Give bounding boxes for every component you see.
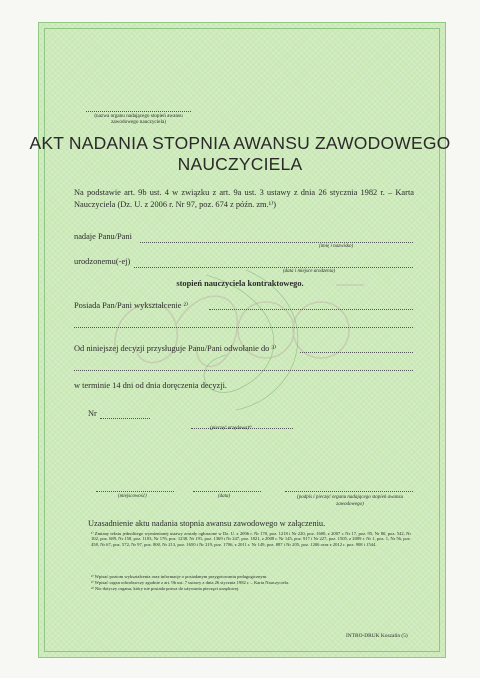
number-label: Nr <box>88 409 97 418</box>
footnote-1: ¹⁾ Zmiany tekstu jednolitego wymienionej ustawy zostały ogłoszone w Dz. U. z 2006 r. Nr 170, poz. 1218 i Nr 220, poz. 1600, z 2007 r. Nr 17, poz. 95, Nr 80, poz. 542, Nr 102, poz. 689, Nr 158, poz. 1103, Nr 176, poz. 1238, Nr 191, poz. 1369 i Nr 247, poz. 1821, z 2008 r. Nr 145, poz. 917 i Nr 227, poz. 1505, z 2009 r. Nr 1, poz. 1, Nr 56, poz. 458, Nr 67, poz. 572, Nr 97, poz. 800, Nr 213, poz. 1650 i Nr 219, poz. 1706, z 2011 r. Nr 149, poz. 887 i Nr 205, poz. 1206 oraz z 2012 r. poz. 908 i 1544. <box>91 531 411 547</box>
signer-caption: (podpis i pieczęć organu nadającego stopień awansu zawodowego) <box>297 495 403 507</box>
seal-caption: (pieczęć urzędowa)⁴⁾ <box>210 426 252 431</box>
date-field[interactable] <box>193 491 261 492</box>
footnote-2: ²⁾ Wpisać poziom wykształcenia oraz informacje o posiadanym przygotowaniu pedagogicznym. <box>91 574 268 579</box>
justification-text: Uzasadnienie aktu nadania stopnia awansu zawodowego w załączeniu. <box>88 519 326 528</box>
appeal-field-1[interactable] <box>300 352 413 353</box>
appeal-field-2[interactable] <box>74 370 413 371</box>
education-field-1[interactable] <box>209 309 413 310</box>
deadline-text: w terminie 14 dni od dnia doręczenia decyzji. <box>74 381 228 390</box>
legal-basis-paragraph: Na podstawie art. 9b ust. 4 w związku z art. 9a ust. 3 ustawy z dnia 26 stycznia 1982 r. – Karta Nauczyciela (Dz. U. z 2006 r. Nr 97, poz. 674 z późn. zm.¹⁾) <box>74 188 414 209</box>
appeal-label: Od niniejszej decyzji przysługuje Panu/Pani odwołanie do ³⁾ <box>74 344 277 353</box>
education-field-2[interactable] <box>74 327 413 328</box>
birth-label: urodzonemu(-ej) <box>74 257 131 266</box>
birth-caption: (data i miejsce urodzenia) <box>283 269 336 274</box>
place-field[interactable] <box>96 491 174 492</box>
degree-text: stopień nauczyciela kontraktowego. <box>176 279 304 288</box>
grant-label: nadaje Panu/Pani <box>74 232 132 241</box>
organ-name-line[interactable] <box>86 111 191 112</box>
organ-name-caption: (nazwa organu nadającego stopień awansu zawodowego nauczyciela) <box>94 113 183 125</box>
education-label: Posiada Pan/Pani wykształcenie ²⁾ <box>74 301 189 310</box>
birth-date-place-field[interactable] <box>134 267 413 268</box>
date-caption: (data) <box>218 494 231 499</box>
place-caption: (miejscowość) <box>118 494 147 499</box>
recipient-name-field[interactable] <box>140 242 413 243</box>
name-caption: (imię i nazwisko) <box>319 244 354 249</box>
footnote-4: ⁴⁾ Nie dotyczy organu, który nie posiada prawa do używania pieczęci urzędowej. <box>91 586 240 591</box>
document-title: AKT NADANIA STOPNIA AWANSU ZAWODOWEGO NAUCZYCIELA <box>29 133 451 174</box>
footnote-3: ³⁾ Wpisać organ odwoławczy zgodnie z art. 9b ust. 7 ustawy z dnia 26 stycznia 1982 r. – Karta Nauczyciela. <box>91 580 290 585</box>
number-field[interactable] <box>100 418 150 419</box>
publisher-mark: INTRO-DRUK Koszalin (5) <box>346 633 408 639</box>
signature-field[interactable] <box>285 491 413 492</box>
